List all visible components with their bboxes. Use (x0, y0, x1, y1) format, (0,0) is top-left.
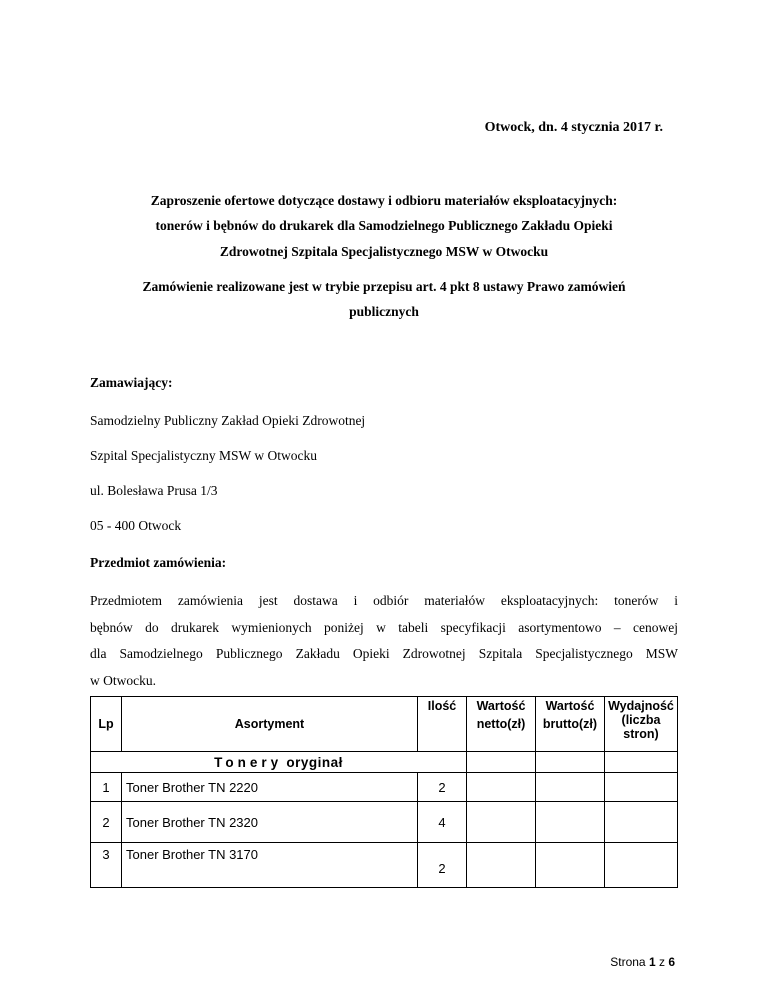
row-brutto (536, 843, 605, 888)
row-netto (467, 802, 536, 843)
header-netto-line-1: Wartość (476, 699, 526, 713)
table-row (91, 843, 678, 888)
header-wyd-line-3: stron) (623, 727, 659, 741)
place-date: Otwock, dn. 4 stycznia 2017 r. (484, 120, 663, 135)
header-netto (467, 697, 536, 752)
footer-total: 6 (668, 955, 675, 969)
header-netto-line-2: netto(zł) (476, 717, 526, 731)
row-lp: 2 (91, 802, 122, 843)
header-asortyment: Asortyment (122, 697, 418, 752)
header-brutto-line-1: Wartość (545, 699, 595, 713)
subject-line: Przedmiotem zamówienia jest dostawa i odbiór materiałów eksploatacyjnych: tonerów i (90, 593, 678, 608)
row-name: Toner Brother TN 2220 (122, 773, 418, 802)
subject-line: dla Samodzielnego Publicznego Zakładu Opieki Zdrowotnej Szpitala Specjalistycznego MSW (90, 646, 678, 661)
footer-page: 1 (648, 955, 656, 969)
footer-sep: z (658, 955, 665, 969)
table-row (91, 802, 678, 843)
header-brutto-line-2: brutto(zł) (542, 717, 598, 731)
title-line-2: tonerów i bębnów do drukarek dla Samodzielnego Publicznego Zakładu Opieki (155, 218, 613, 233)
row-qty: 2 (418, 773, 467, 802)
row-netto (467, 843, 536, 888)
row-name: Toner Brother TN 2320 (122, 802, 418, 843)
header-lp: Lp (91, 697, 122, 752)
ordering-party-line: Szpital Specjalistyczny MSW w Otwocku (90, 448, 317, 463)
header-ilosc: Ilość (418, 697, 467, 752)
procedure-line-2: publicznych (349, 304, 419, 319)
group-title-rest: oryginał (286, 754, 343, 770)
group-row (91, 752, 678, 773)
subject-paragraph (90, 588, 678, 694)
row-lp: 3 (91, 843, 122, 888)
title-line-3: Zdrowotnej Szpitala Specjalistycznego MSW w Otwocku (219, 244, 549, 259)
subject-line: bębnów do drukarek wymienionych poniżej w tabeli specyfikacji asortymentowo – cenowej (90, 619, 678, 635)
subject-heading: Przedmiot zamówienia: (90, 555, 227, 570)
row-wydajnosc (605, 843, 678, 888)
header-wyd-line-2: (liczba (621, 713, 661, 727)
header-brutto (536, 697, 605, 752)
table-row (91, 773, 678, 802)
row-qty: 2 (418, 843, 467, 888)
row-wydajnosc (605, 802, 678, 843)
ordering-party-line: ul. Bolesława Prusa 1/3 (90, 483, 218, 498)
header-wydajnosc (605, 697, 678, 752)
ordering-party-heading: Zamawiający: (90, 375, 173, 390)
specification-table (90, 696, 678, 888)
row-qty: 4 (418, 802, 467, 843)
table-header-row (91, 697, 678, 752)
ordering-party-line: 05 - 400 Otwock (90, 518, 182, 533)
procedure-line-1: Zamówienie realizowane jest w trybie przepisu art. 4 pkt 8 ustawy Prawo zamówień (142, 279, 626, 294)
row-brutto (536, 773, 605, 802)
empty-cell (536, 752, 605, 773)
row-wydajnosc (605, 773, 678, 802)
title-line-1: Zaproszenie ofertowe dotyczące dostawy i odbioru materiałów eksploatacyjnych: (150, 193, 618, 208)
group-title-spaced: Tonery (214, 754, 283, 770)
empty-cell (605, 752, 678, 773)
ordering-party-line: Samodzielny Publiczny Zakład Opieki Zdrowotnej (90, 413, 366, 428)
group-title (91, 752, 467, 773)
empty-cell (467, 752, 536, 773)
row-brutto (536, 802, 605, 843)
footer-prefix: Strona (610, 955, 646, 969)
page-footer (610, 955, 675, 969)
row-netto (467, 773, 536, 802)
row-name: Toner Brother TN 3170 (122, 843, 418, 888)
subject-line: w Otwocku. (90, 672, 156, 688)
header-wyd-line-1: Wydajność (608, 699, 674, 713)
row-lp: 1 (91, 773, 122, 802)
